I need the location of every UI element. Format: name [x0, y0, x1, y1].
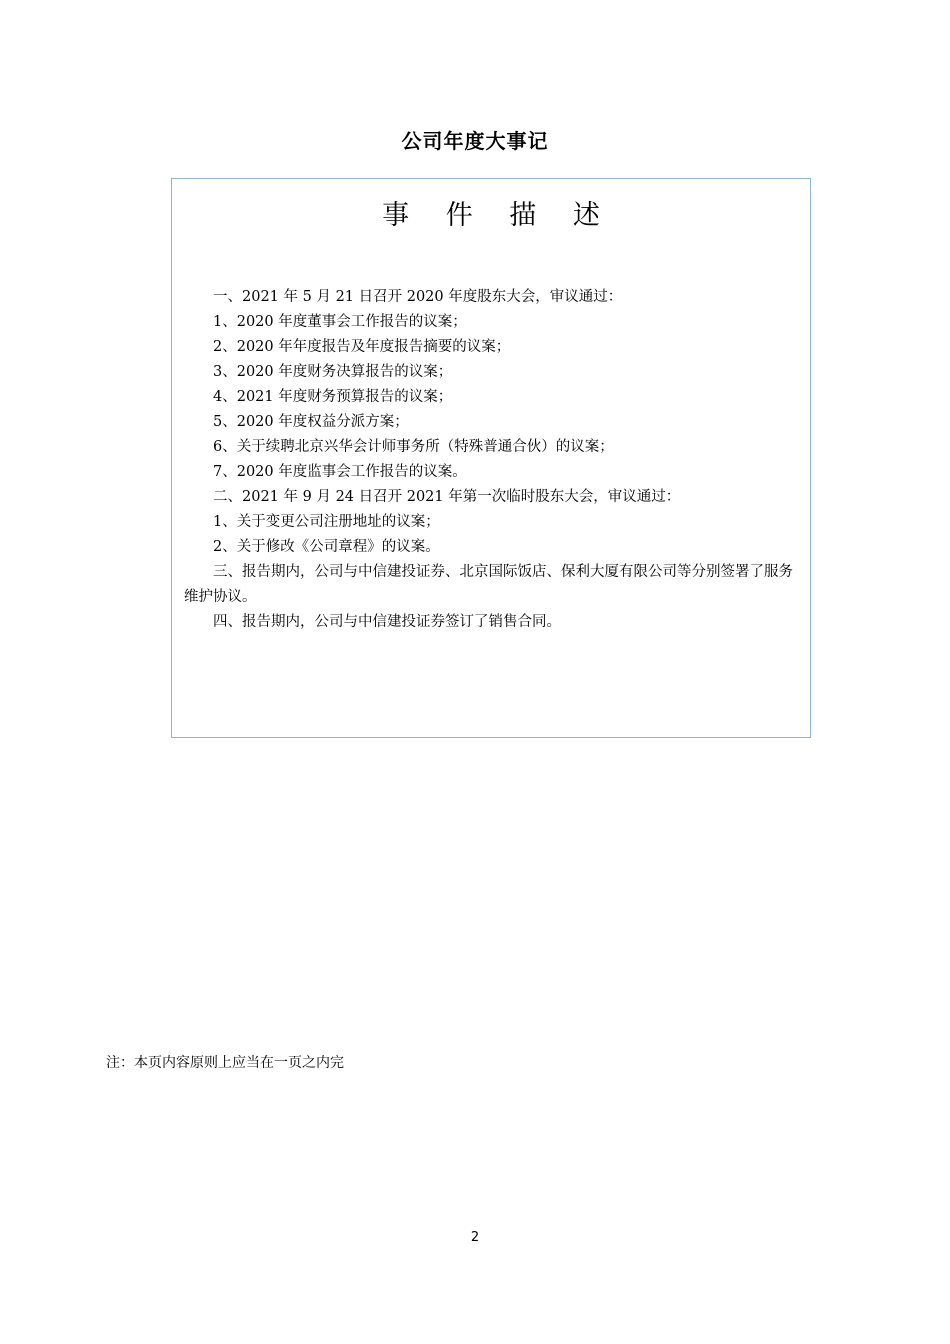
event-line: 3、2020 年度财务决算报告的议案；	[213, 364, 453, 380]
event-line: 2、2020 年年度报告及年度报告摘要的议案；	[213, 339, 511, 355]
event-line: 三、报告期内，公司与中信建投证券、北京国际饭店、保利大厦有限公司等分别签署了服务维护协议。	[184, 564, 793, 605]
event-line: 4、2021 年度财务预算报告的议案；	[213, 389, 453, 405]
page-number: 2	[470, 1230, 480, 1245]
event-description-box	[171, 178, 811, 738]
event-line: 5、2020 年度权益分派方案；	[213, 414, 409, 430]
event-line: 2、关于修改《公司章程》的议案。	[213, 539, 440, 555]
event-box-heading: 事 件 描 述	[382, 200, 614, 231]
event-line: 6、关于续聘北京兴华会计师事务所（特殊普通合伙）的议案；	[213, 439, 614, 455]
event-line: 二、2021 年 9 月 24 日召开 2021 年第一次临时股东大会，审议通过：	[213, 489, 681, 505]
page-note: 注：本页内容原则上应当在一页之内完	[106, 1055, 344, 1071]
event-line: 一、2021 年 5 月 21 日召开 2020 年度股东大会，审议通过：	[213, 289, 623, 305]
event-line: 1、关于变更公司注册地址的议案；	[213, 514, 440, 530]
event-line: 四、报告期内，公司与中信建投证券签订了销售合同。	[213, 614, 561, 630]
page-title: 公司年度大事记	[401, 129, 549, 153]
event-line: 1、2020 年度董事会工作报告的议案；	[213, 314, 467, 330]
event-line: 7、2020 年度监事会工作报告的议案。	[213, 464, 467, 480]
event-list	[184, 285, 800, 635]
